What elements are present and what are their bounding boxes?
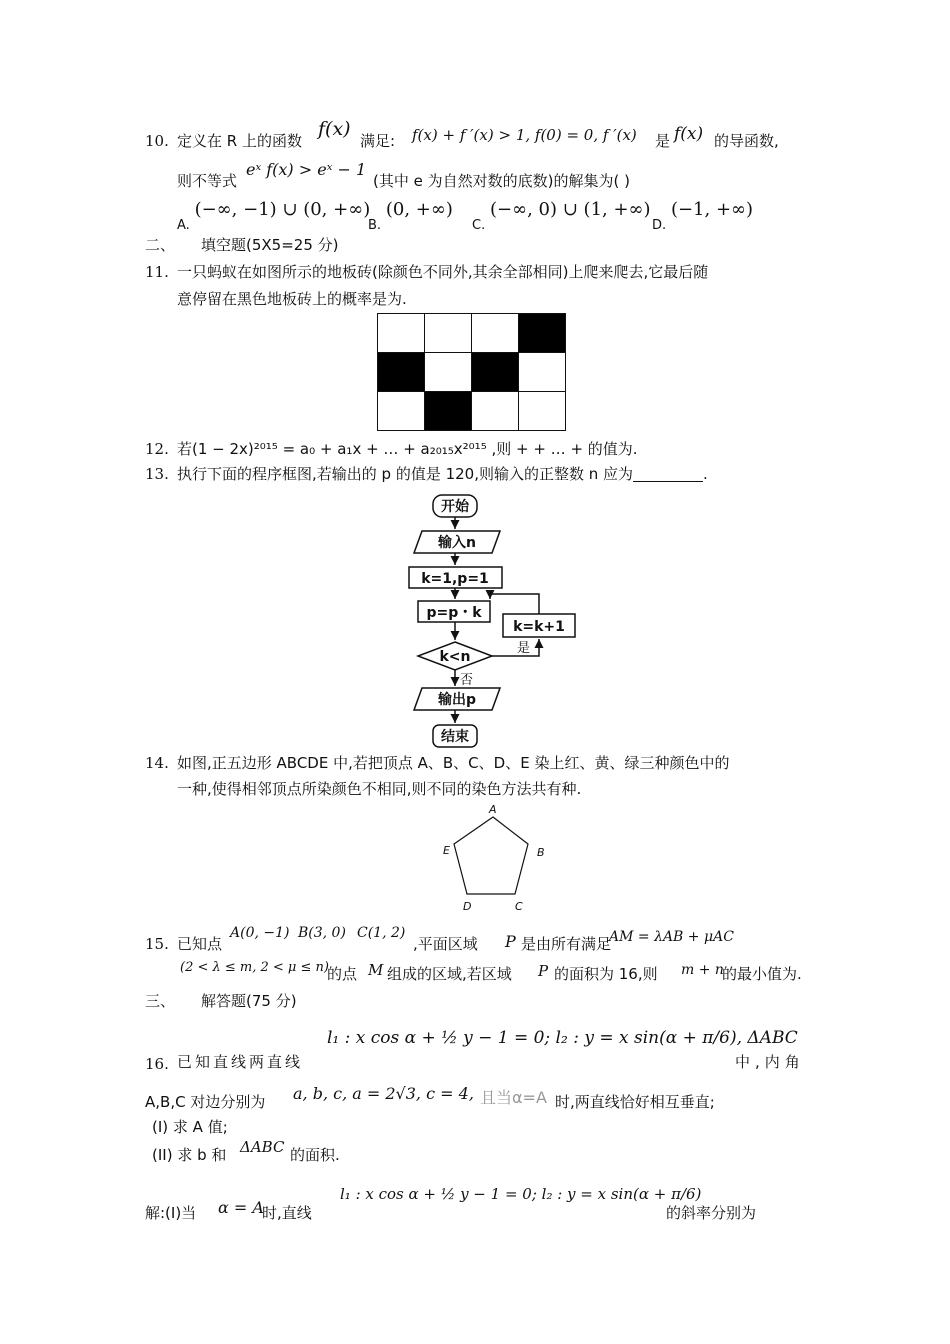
q11-number: 11. (145, 263, 169, 281)
q15-number: 15. (145, 935, 169, 953)
section-2-title: 填空题(5X5=25 分) (201, 236, 339, 254)
q16-mid: 中,内角 (735, 1053, 805, 1071)
option-label: D. (652, 218, 667, 233)
flow-start-label: 开始 (441, 499, 469, 515)
q16-abc-values: a, b, c, a = 2√3, c = 4, (293, 1084, 474, 1103)
option-label: A. (177, 218, 190, 233)
tile-row (378, 353, 566, 392)
tile-white (378, 314, 425, 353)
q16-part-1: (I) 求 A 值; (152, 1118, 228, 1136)
q10-fx: f(x) (318, 118, 351, 140)
q15-region-p: P (505, 932, 516, 951)
q15-point-m: M (368, 961, 384, 979)
option-value: (0, +∞) (385, 199, 453, 220)
tile-white (425, 314, 472, 353)
vertex-label-b: B (537, 846, 545, 859)
q10-text-6: (其中 e 为自然对数的底数)的解集为( ) (373, 172, 630, 190)
q10-text-4: 的导函数, (714, 132, 779, 150)
flow-input-label: 输入n (438, 535, 476, 551)
q16-lines-equation: l₁ : x cos α + ½ y − 1 = 0; l₂ : y = x sin(α + π/6), ΔABC (327, 1028, 798, 1048)
vertex-label-e: E (443, 844, 450, 857)
q16-triangle: ΔABC (240, 1138, 285, 1156)
flow-calc-label: p=p・k (426, 605, 482, 621)
vertex-label-a: A (489, 803, 497, 816)
section-3-number: 三、 (145, 992, 176, 1010)
tile-grid (377, 313, 566, 431)
q15-text-2: ,平面区域 (413, 935, 478, 953)
tile-white (472, 314, 519, 353)
q15-vector-eq: AM = λAB + μAC (609, 929, 734, 945)
q16-solution-c: 的斜率分别为 (666, 1204, 757, 1222)
q10-text-5: 则不等式 (177, 172, 238, 190)
tile-row (378, 314, 566, 353)
q16-when: 且当α=A (480, 1088, 547, 1107)
section-2-number: 二、 (145, 236, 176, 254)
tile-white (472, 392, 519, 431)
option-value: (−∞, 0) ∪ (1, +∞) (490, 199, 651, 220)
q10-text-2: 满足: (360, 132, 396, 150)
vertex-label-c: C (515, 900, 523, 913)
q11-line-2: 意停留在黑色地板砖上的概率是为. (177, 290, 407, 308)
q15-point-b: B(3, 0) (298, 925, 346, 941)
tile-black (378, 353, 425, 392)
q15-text-3: 是由所有满足 (521, 935, 612, 953)
program-flowchart (400, 490, 590, 752)
q11-line-1: 一只蚂蚁在如图所示的地板砖(除颜色不同外,其余全部相同)上爬来爬去,它最后随 (177, 263, 709, 281)
q10-text-1: 定义在 R 上的函数 (177, 132, 302, 150)
pentagon-shape (454, 817, 528, 894)
q15-text-7: 的最小值为. (722, 965, 802, 983)
q15-region-p-2: P (538, 962, 549, 980)
q15-range: (2 < λ ≤ m, 2 < μ ≤ n) (180, 960, 329, 975)
section-3-title: 解答题(75 分) (201, 992, 297, 1010)
q10-inequality: eˣ f(x) > eˣ − 1 (246, 160, 367, 179)
tile-black (425, 392, 472, 431)
q16-solution-b: 时,直线 (262, 1204, 312, 1222)
q14-number: 14. (145, 754, 169, 772)
q10-option-a (177, 199, 371, 233)
option-label: B. (368, 218, 382, 233)
q15-point-c: C(1, 2) (357, 925, 406, 941)
tile-white (519, 353, 566, 392)
q13-number: 13. (145, 465, 169, 483)
q16-solution-lines: l₁ : x cos α + ½ y − 1 = 0; l₂ : y = x sin(α + π/6) (340, 1185, 702, 1203)
flow-init-label: k=1,p=1 (421, 571, 489, 587)
tile-row (378, 392, 566, 431)
q13-text-body: 执行下面的程序框图,若输出的 p 的值是 120,则输入的正整数 n 应为 (177, 465, 634, 483)
q16-line-2a: A,B,C 对边分别为 (145, 1093, 266, 1111)
pentagon-figure (435, 802, 555, 914)
q15-text-4: 的点 (327, 965, 358, 983)
q15-point-a: A(0, −1) (230, 925, 290, 941)
flow-yes-label: 是 (517, 641, 531, 656)
flow-end-label: 结束 (441, 729, 469, 745)
tile-black (519, 314, 566, 353)
q16-part-2b: 的面积. (290, 1146, 340, 1164)
q10-text-3: 是 (655, 132, 671, 150)
q10-condition: f(x) + f ′(x) > 1, f(0) = 0, f ′(x) (412, 126, 637, 144)
flow-inc-label: k=k+1 (513, 619, 565, 635)
q13-text-tail: . (703, 465, 708, 483)
q16-line-2b: 时,两直线恰好相互垂直; (555, 1093, 715, 1111)
q15-m-plus-n: m + n (681, 962, 724, 978)
q10-number: 10. (145, 132, 169, 150)
q16-part-2a: (II) 求 b 和 (152, 1146, 227, 1164)
option-value: (−1, +∞) (670, 199, 754, 220)
flow-cond-label: k<n (439, 649, 471, 665)
q15-text-6: 的面积为 16,则 (554, 965, 658, 983)
tile-white (425, 353, 472, 392)
q16-number: 16. (145, 1055, 169, 1073)
q10-option-b (368, 199, 453, 233)
option-label: C. (472, 218, 486, 233)
tile-white (378, 392, 425, 431)
q16-solution-a: 解:(I)当 (145, 1204, 197, 1222)
tile-black (472, 353, 519, 392)
option-value: (−∞, −1) ∪ (0, +∞) (194, 199, 371, 220)
q10-option-c (472, 199, 651, 233)
q14-line-1: 如图,正五边形 ABCDE 中,若把顶点 A、B、C、D、E 染上红、黄、绿三种颜色中的 (177, 754, 730, 772)
flow-output-label: 输出p (437, 692, 477, 708)
q15-text-1: 已知点 (177, 935, 223, 953)
q10-option-d (652, 199, 754, 233)
q15-text-5: 组成的区域,若区域 (387, 965, 512, 983)
tile-white (519, 392, 566, 431)
vertex-label-d: D (463, 900, 472, 913)
q12-text: 若(1 − 2x)²⁰¹⁵ = a₀ + a₁x + … + a₂₀₁₅x²⁰¹⁵ ,则 + + … + 的值为. (177, 440, 638, 458)
answer-blank (633, 467, 703, 482)
flow-no-label: 否 (460, 673, 474, 688)
q14-line-2: 一种,使得相邻顶点所染颜色不相同,则不同的染色方法共有种. (177, 780, 582, 798)
q16-lead: 已知直线两直线 (177, 1053, 304, 1071)
q13-text (177, 467, 708, 482)
q10-fx-2: f(x) (674, 124, 704, 144)
q12-number: 12. (145, 440, 169, 458)
q16-alpha-eq: α = A (218, 1198, 264, 1217)
